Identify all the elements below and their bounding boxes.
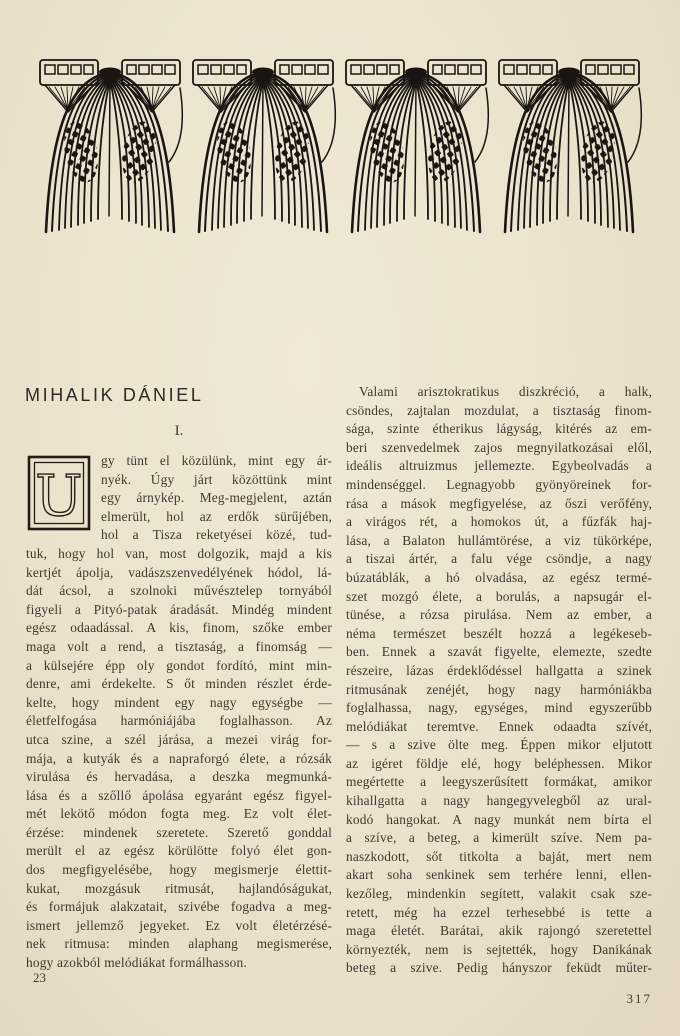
- text-line: denre, ami érdekelte. S őt minden részlet érde-: [26, 676, 332, 692]
- text-line: megértette a leegyszerűsített formákat, amikor: [346, 774, 652, 790]
- text-line: hogy azokból melódiákat formálhasson.: [26, 955, 247, 971]
- text-line: egész odaadással. A kis, finom, szőke ember: [26, 620, 332, 636]
- text-line: a tiszai ártér, a falu vége csöndje, a nagy: [346, 551, 652, 567]
- text-line: sága, szinte étherikus lágyság, kitérés az em-: [346, 421, 652, 437]
- text-line: és formájuk alakzatait, szivébe fogadva a meg-: [26, 899, 332, 915]
- text-line: Valami arisztokratikus diszkréció, a halk,: [359, 384, 652, 399]
- right-column-lines: [346, 383, 652, 978]
- text-line: beri szenvedelmek zajos megnyilatkozásai elől,: [346, 439, 652, 455]
- text-line: dos megfigyelésébe, hogy megismerje élettit-: [26, 862, 332, 878]
- text-line: érzése: mindenek szeretete. Szerető gonddal: [26, 824, 332, 840]
- text-line: dát ácsol, a szolnoki művésztelep tornyából: [26, 583, 332, 599]
- text-line: részeire, lázas érdeklődéssel hallgatta a szinek: [346, 662, 652, 678]
- right-column: [346, 383, 652, 978]
- text-line: egy árnykép. Meg-megjelent, aztán: [101, 490, 332, 506]
- text-line: akart soha senkinek sem terhére lenni, ellen-: [346, 867, 652, 883]
- text-line: lása és a szőllő ápolása egyaránt egész figyel-: [26, 787, 332, 803]
- text-line: szet mozgó élete, a borulás, a napsugár el-: [346, 588, 652, 604]
- ornament-frieze: [32, 56, 648, 240]
- text-line: merült el az egész körülötte folyó élet gon-: [26, 843, 332, 859]
- text-line: tuk, hogy hol van, most dolgozik, majd a kis: [26, 545, 332, 561]
- text-line: nyék. Úgy járt közöttünk mint: [101, 471, 332, 487]
- text-line: foglalhassa, nagy, egységes, mind egyszerűbb: [346, 700, 652, 716]
- text-line: környezték, nem is sejtették, hogy Danikának: [346, 941, 652, 957]
- text-line: tünése, a rózsa pirulása. Nem az ember, a: [346, 607, 652, 623]
- text-line: ismert jellemző jegyeket. Ez volt életérzésé-: [26, 917, 332, 933]
- text-line: ritmusának zenéjét, hogy nagy harmóniákba: [346, 681, 652, 697]
- dropcap-initial: [26, 454, 92, 532]
- text-line: gy tünt el közülünk, mint egy ár-: [101, 453, 332, 468]
- text-line: elmerült, hol az erdők sürűjében,: [101, 508, 332, 524]
- text-line: hol a Tisza reketyései közé, tud-: [101, 527, 332, 543]
- dropcap-initial-graphic: [26, 454, 92, 532]
- text-line: retett, még ha ezzel terhesebbé is tette a: [346, 904, 652, 920]
- text-line: csöndes, zajtalan mozdulat, a tisztaság finom-: [346, 402, 652, 418]
- page-title: MIHALIK DÁNIEL: [25, 385, 204, 405]
- text-line: melódiákat teremtve. Ennek odaadta szívét,: [346, 718, 652, 734]
- text-line: a szíve, a beteg, a kimerült szíve. Nem pa-: [346, 830, 652, 846]
- text-line: maga életét. Barátai, akik rajongó szeretettel: [346, 923, 652, 939]
- text-line: virulása és hervadása, a deszka megmunká-: [26, 769, 332, 785]
- text-line: utca szine, a szél járása, a mezei virág for-: [26, 731, 332, 747]
- text-line: kezőleg, mindenkin segített, valakit csak sze-: [346, 886, 652, 902]
- text-line: figyeli a Pityó-patak áradását. Mindég mindent: [26, 601, 332, 617]
- text-line: kodó hangokat. A nagy munkát nem bírta el: [346, 811, 652, 827]
- section-numeral: I.: [174, 423, 184, 439]
- art-nouveau-pine-frieze-graphic: [32, 56, 648, 240]
- text-line: naszkodott, sőt titkolta a baját, mert nem: [346, 848, 652, 864]
- left-column: [26, 452, 332, 973]
- text-line: — s a szive ölte meg. Éppen mikor eljutott: [346, 737, 652, 753]
- text-line: ideális altruizmus jellemezte. Egybeolvadás a: [346, 458, 652, 474]
- page-number-right: 317: [626, 991, 652, 1006]
- text-line: rása a mások megfigyelése, az őszi verőfény,: [346, 495, 652, 511]
- text-line: lása, a Balaton hullámtörése, a viz tükörképe,: [346, 532, 652, 548]
- text-line: a virágos rét, a homokos út, a fűzfák haj-: [346, 514, 652, 530]
- text-line: kertjét ápolja, vadászszenvedélyének hódol, lá-: [26, 564, 332, 580]
- text-line: mét lekötő módon fogta meg. Ez volt élet-: [26, 806, 332, 822]
- text-line: búzatáblák, a hó olvadása, az egész termé-: [346, 569, 652, 585]
- dropcap-letter: U: [35, 464, 83, 529]
- text-line: kelte, hogy mindent egy nagy egységbe —: [26, 694, 332, 710]
- text-line: a külsejére épp oly gondot fordító, mint min-: [26, 657, 332, 673]
- text-line: az igéret földje elé, hogy beléphessen. Mikor: [346, 755, 652, 771]
- text-line: mája, a kutyák és a napraforgó élete, a rózsák: [26, 750, 332, 766]
- text-line: kukat, mozgásuk ritmusát, hajlandóságukat,: [26, 880, 332, 896]
- text-line: maga volt a rend, a tisztaság, a finomság —: [26, 638, 332, 654]
- text-line: nek ritmusa: minden alaphang megismerése,: [26, 936, 332, 952]
- text-line: életfelfogása harmóniájába foglalhasson. Az: [26, 713, 332, 729]
- text-line: néma természet beszélt hozzá a legékeseb-: [346, 625, 652, 641]
- page-number-left: 23: [33, 970, 46, 985]
- text-line: beteg a szive. Pedig hányszor feküdt műter-: [346, 960, 652, 976]
- text-line: ben. Ennek a szavát figyelte, elemezte, szedte: [346, 644, 652, 660]
- text-line: mindenséggel. Legnagyobb gyönyöreinek for-: [346, 476, 652, 492]
- text-line: kihallgatta a nagy hangegyvelegből az ural-: [346, 793, 652, 809]
